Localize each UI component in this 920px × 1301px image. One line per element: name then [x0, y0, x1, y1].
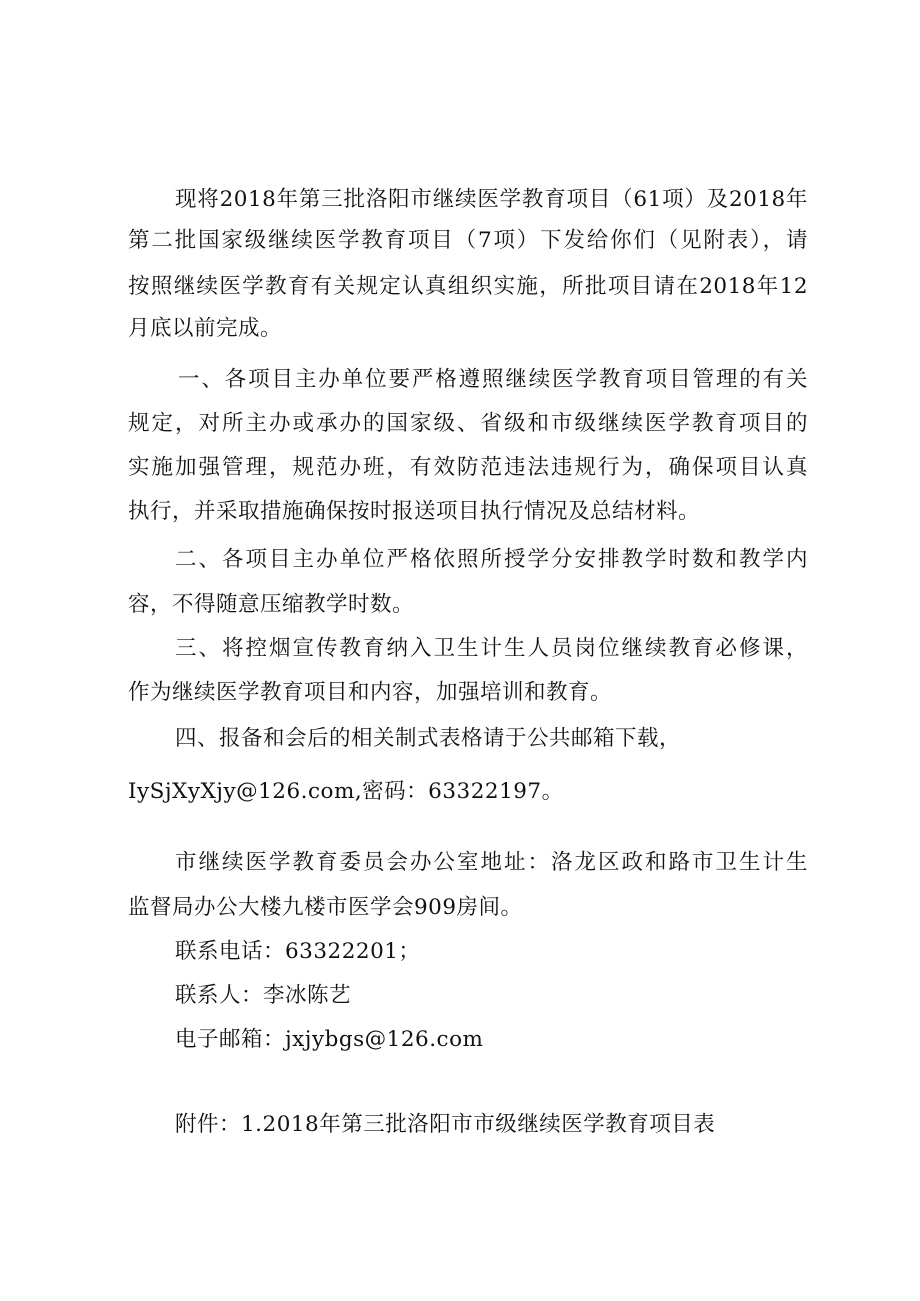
item2-line-2: 容，不得随意压缩教学时数。: [128, 592, 415, 617]
item4-line-1: 四、报备和会后的相关制式表格请于公共邮箱下载，: [175, 726, 682, 751]
item1-line-2: 规定，对所主办或承办的国家级、省级和市级继续医学教育项目的: [128, 411, 808, 436]
contact-phone: 联系电话：63322201；: [175, 939, 421, 964]
item1-line-4: 执行，并采取措施确保按时报送项目执行情况及总结材料。: [128, 499, 701, 524]
item3-line-2: 作为继续医学教育项目和内容，加强培训和教育。: [128, 680, 613, 705]
intro-line-4: 月底以前完成。: [128, 316, 283, 341]
contact-person: 联系人：李冰陈艺: [175, 983, 352, 1008]
item2-line-1: 二、各项目主办单位严格依照所授学分安排教学时数和教学内: [175, 547, 808, 572]
contact-email: 电子邮箱：jxjybgs@126.com: [175, 1027, 484, 1052]
intro-line-3: 按照继续医学教育有关规定认真组织实施，所批项目请在2018年12: [128, 274, 808, 299]
item4-line-2: IySjXyXjy@126.com,密码：63322197。: [128, 779, 564, 804]
item1-line-1: 一、各项目主办单位要严格遵照继续医学教育项目管理的有关: [178, 367, 808, 392]
intro-line-1: 现将2018年第三批洛阳市继续医学教育项目（61项）及2018年: [175, 187, 808, 212]
office-line-1: 市继续医学教育委员会办公室地址：洛龙区政和路市卫生计生: [175, 850, 808, 875]
item3-line-1: 三、将控烟宣传教育纳入卫生计生人员岗位继续教育必修课，: [175, 636, 808, 661]
attachment-line: 附件：1.2018年第三批洛阳市市级继续医学教育项目表: [175, 1112, 716, 1137]
item1-line-3: 实施加强管理，规范办班，有效防范违法违规行为，确保项目认真: [128, 455, 808, 480]
intro-line-2: 第二批国家级继续医学教育项目（7项）下发给你们（见附表），请: [128, 228, 808, 253]
office-line-2: 监督局办公大楼九楼市医学会909房间。: [128, 895, 523, 920]
